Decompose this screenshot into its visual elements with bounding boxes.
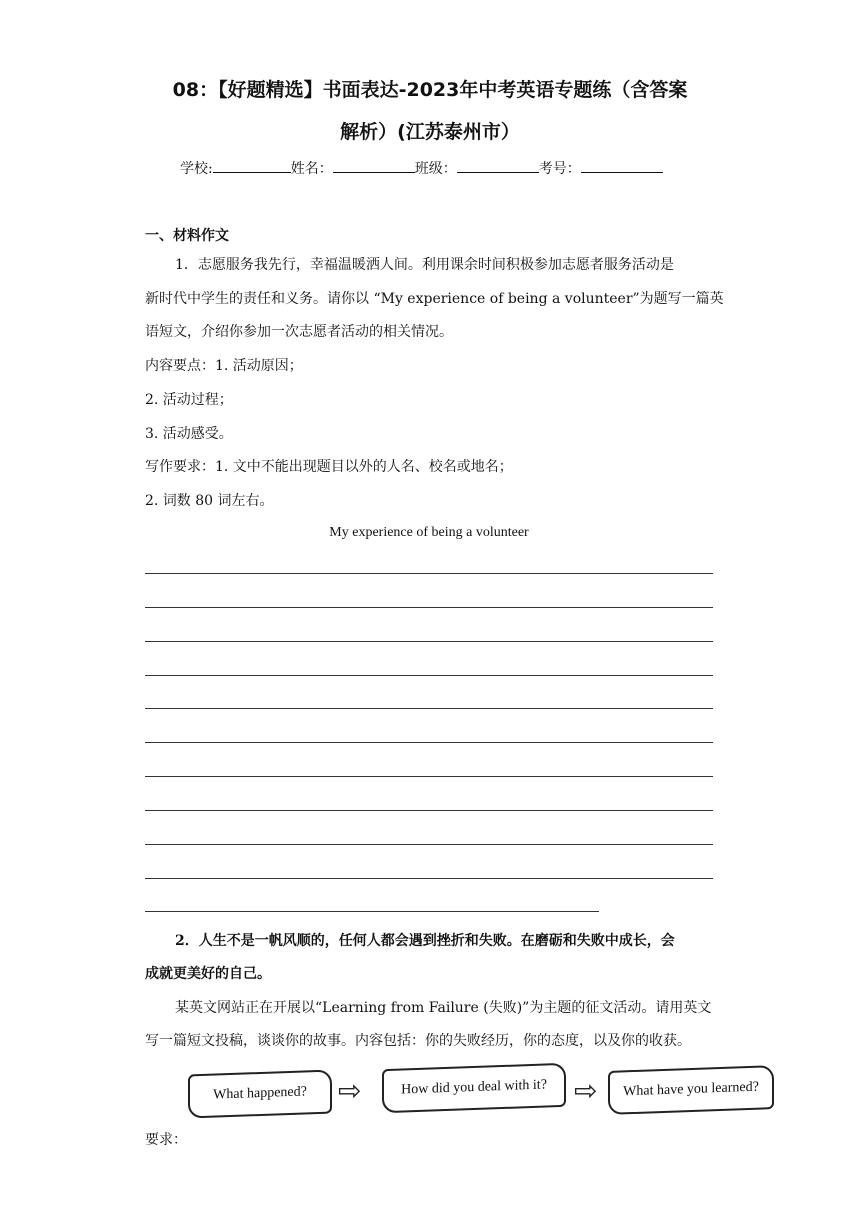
banner-what-happened: What happened? — [188, 1069, 332, 1118]
class-label: 班级： — [414, 161, 457, 177]
name-label: 姓名： — [290, 161, 333, 177]
content-points: 2. 活动过程； — [145, 392, 233, 408]
requirements-label: 要求： — [145, 1132, 187, 1148]
banner-deal-with-it: How did you deal with it? — [382, 1063, 566, 1113]
q2-text-line: 某英文网站正在开展以“Learning from Failure (失败)”为主题的征文活动。请用英文 — [175, 1000, 712, 1016]
answer-line[interactable] — [145, 776, 713, 777]
q1-text-line: 1．志愿服务我先行，幸福温暖洒人间。利用课余时间积极参加志愿者服务活动是 — [175, 257, 674, 273]
class-blank[interactable] — [457, 158, 539, 173]
number-blank[interactable] — [581, 158, 663, 173]
q2-text-line: 写一篇短文投稿，谈谈你的故事。内容包括：你的失败经历，你的态度，以及你的收获。 — [145, 1033, 691, 1049]
answer-line[interactable] — [145, 573, 713, 574]
answer-line[interactable] — [145, 675, 713, 676]
q1-text-line: 新时代中学生的责任和义务。请你以 “My experience of being a volunteer”为题写一篇英 — [145, 291, 724, 307]
answer-line[interactable] — [145, 878, 713, 879]
answer-line[interactable] — [145, 742, 713, 743]
essay-title: My experience of being a volunteer — [329, 525, 529, 540]
q1-text-line: 语短文，介绍你参加一次志愿者活动的相关情况。 — [145, 324, 453, 340]
page-title: 08：【好题精选】书面表达-2023年中考英语专题练（含答案 — [172, 79, 688, 101]
writing-requirements: 2. 词数 80 词左右。 — [145, 493, 274, 509]
answer-line[interactable] — [145, 810, 713, 811]
section-heading: 一、材料作文 — [145, 228, 229, 244]
answer-line[interactable] — [145, 911, 599, 912]
right-arrow-icon: ⇨ — [574, 1074, 598, 1107]
school-blank[interactable] — [213, 158, 291, 173]
answer-line[interactable] — [145, 607, 713, 608]
name-blank[interactable] — [333, 158, 415, 173]
page-title-continued: 解析）(江苏泰州市） — [340, 121, 520, 143]
answer-line[interactable] — [145, 844, 713, 845]
student-info-row — [180, 158, 663, 178]
content-points: 3. 活动感受。 — [145, 426, 233, 442]
writing-requirements: 写作要求：1. 文中不能出现题目以外的人名、校名或地名； — [145, 459, 513, 475]
school-label: 学校: — [180, 161, 213, 177]
answer-line[interactable] — [145, 708, 713, 709]
q2-text-line: 2．人生不是一帆风顺的，任何人都会遇到挫折和失败。在磨砺和失败中成长，会 — [175, 933, 675, 949]
banner-what-learned: What have you learned? — [608, 1065, 774, 1115]
answer-line[interactable] — [145, 641, 713, 642]
right-arrow-icon: ⇨ — [338, 1074, 362, 1107]
content-points: 内容要点：1. 活动原因； — [145, 358, 303, 374]
number-label: 考号： — [538, 161, 581, 177]
q2-text-line: 成就更美好的自己。 — [145, 966, 271, 982]
